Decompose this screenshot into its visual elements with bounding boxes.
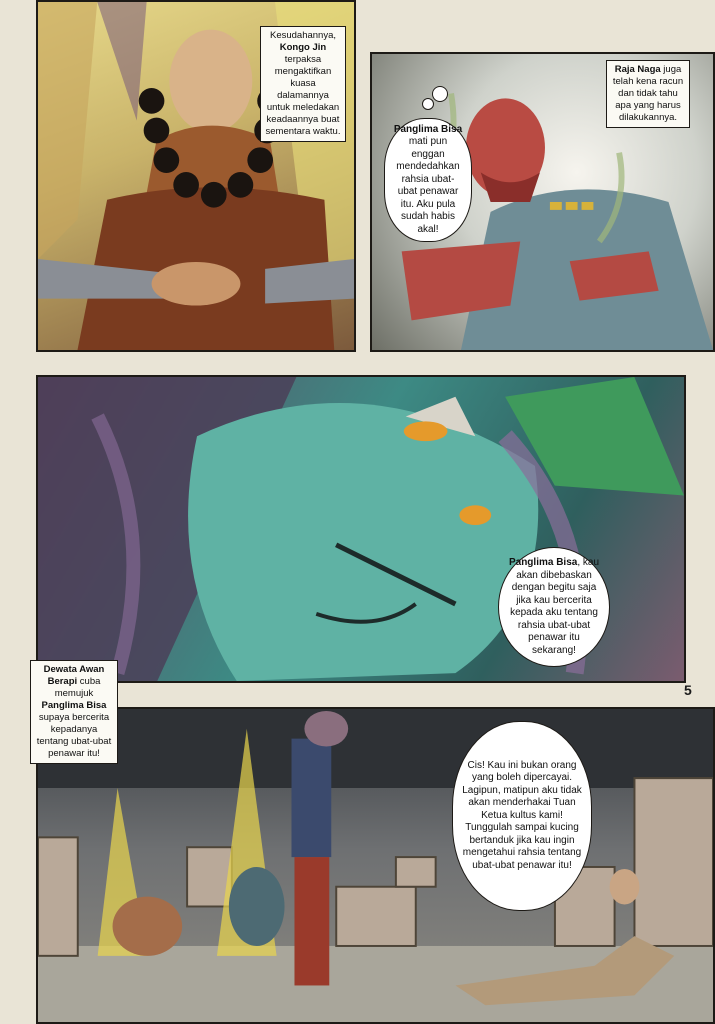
caption-text-pre: Kesudahannya, — [269, 30, 337, 41]
character-name: Dewata Awan Berapi — [43, 664, 105, 687]
bubble-text: Cis! Kau ini bukan orang yang boleh dipercayai. Lagipun, matipun aku tidak akan menderhakai Tuan Ketua kultus kami! Tunggulah sampai kucing bertanduk jika kau ingin mengetahui rahsia tentang ubat-ubat penawar itu! — [462, 759, 582, 871]
speech-bubble-dewata — [498, 547, 610, 667]
caption-text-post: terpaksa mengaktifkan kuasa dalamannya untuk meledakan keadaannya buat sementara waktu. — [265, 54, 341, 137]
thought-bubble-dot — [432, 86, 448, 102]
thought-bubble-dot — [422, 98, 434, 110]
character-name: Panglima Bisa — [508, 557, 578, 568]
panel-raja-naga-poisoned — [370, 52, 715, 352]
character-name: Panglima Bisa — [41, 700, 107, 711]
caption-text: cuba memujuk — [54, 676, 101, 699]
speech-bubble-panglima-bisa — [452, 721, 592, 911]
page-number: 5 — [684, 682, 692, 698]
caption-text: supaya bercerita kepadanya tentang ubat-ubat penawar itu! — [36, 712, 112, 759]
character-name: Kongo Jin — [279, 42, 327, 53]
panel-monk-meditating — [36, 0, 356, 352]
character-name: Raja Naga — [614, 64, 661, 75]
bubble-text: , kau akan dibebaskan dengan begitu saja jika kau bercerita kepada aku tentang rahsia ubat-ubat penawar itu sekarang! — [510, 557, 600, 656]
thought-bubble-raja-naga — [384, 118, 472, 242]
caption-text: juga telah kena racun dan tidak tahu apa yang harus dilakukannya. — [612, 64, 684, 123]
narration-caption-dewata — [30, 660, 118, 764]
panel-warehouse-scene — [36, 707, 715, 1024]
character-name: Panglima Bisa — [393, 123, 463, 135]
warehouse-illustration — [38, 709, 713, 1022]
bubble-text: mati pun enggan mendedahkan rahsia ubat-ubat penawar itu. Aku pula sudah habis akal! — [396, 136, 460, 235]
narration-caption — [606, 60, 690, 128]
panel-dewata-closeup — [36, 375, 686, 683]
narration-caption — [260, 26, 346, 142]
